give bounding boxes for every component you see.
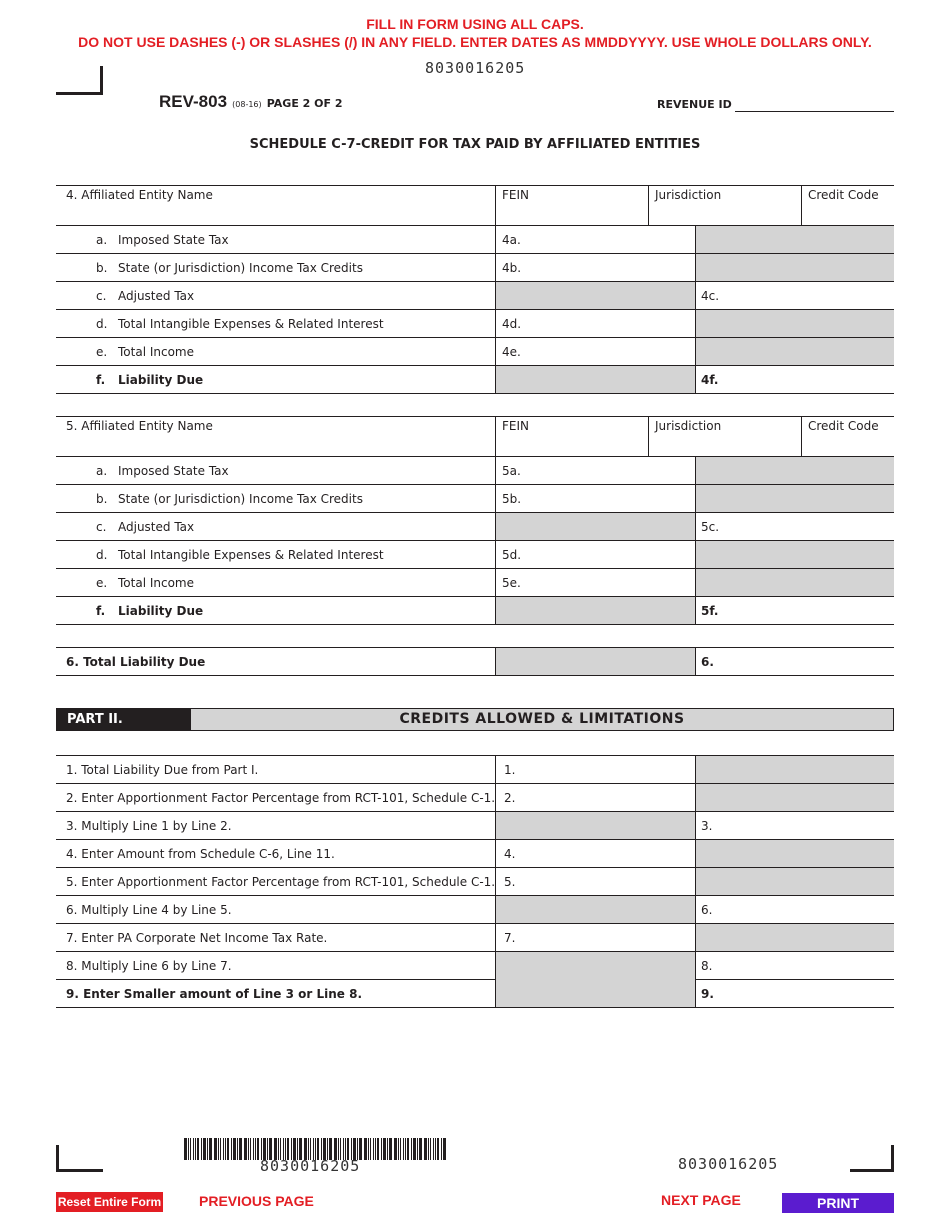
form-id-bottom: 8030016205 bbox=[678, 1155, 779, 1173]
part2-line-ref: 2. bbox=[504, 791, 516, 805]
barcode-bar bbox=[214, 1138, 217, 1160]
barcode-bar bbox=[377, 1138, 379, 1160]
instruction-format: DO NOT USE DASHES (-) OR SLASHES (/) IN ANY FIELD. ENTER DATES AS MMDDYYYY. USE WHOLE DOLLARS ONLY. bbox=[78, 34, 872, 50]
fein-input[interactable] bbox=[496, 201, 648, 225]
barcode-bar bbox=[443, 1138, 446, 1160]
barcode-bar bbox=[411, 1138, 412, 1160]
line-label: Liability Due bbox=[118, 373, 204, 387]
part2-line-2-input[interactable] bbox=[496, 784, 695, 811]
line-label: Adjusted Tax bbox=[118, 520, 195, 534]
barcode-bar bbox=[383, 1138, 386, 1160]
shaded-cell bbox=[696, 310, 894, 338]
reset-form-button[interactable]: Reset Entire Form bbox=[56, 1192, 163, 1212]
line-ref: 4a. bbox=[502, 233, 521, 247]
barcode-bar bbox=[195, 1138, 196, 1160]
line-ref: 4e. bbox=[502, 345, 521, 359]
line-letter: e. bbox=[96, 345, 108, 359]
barcode-bar bbox=[233, 1138, 236, 1160]
barcode-bar bbox=[203, 1138, 206, 1160]
line-ref: 4f. bbox=[701, 373, 719, 387]
total-liability-shaded bbox=[496, 648, 695, 675]
shaded-cell bbox=[696, 569, 894, 597]
part2-line-ref: 7. bbox=[504, 931, 516, 945]
barcode-bar bbox=[201, 1138, 202, 1160]
barcode-bar bbox=[441, 1138, 442, 1160]
line-5d-input[interactable] bbox=[496, 541, 695, 568]
barcode-bar bbox=[227, 1138, 229, 1160]
barcode-bar bbox=[231, 1138, 232, 1160]
credit-code-label: Credit Code bbox=[808, 188, 879, 202]
part2-line-label: 1. Total Liability Due from Part I. bbox=[66, 763, 259, 777]
part2-line-6-input[interactable] bbox=[696, 896, 894, 923]
line-5c-input[interactable] bbox=[696, 513, 894, 540]
barcode-bar bbox=[430, 1138, 431, 1160]
part2-line-9-input[interactable] bbox=[696, 980, 894, 1007]
line-5f-input[interactable] bbox=[696, 597, 894, 624]
jurisdiction-input[interactable] bbox=[649, 432, 801, 456]
barcode-bar bbox=[394, 1138, 397, 1160]
form-id-top: 8030016205 bbox=[425, 59, 526, 77]
line-label: Total Intangible Expenses & Related Interest bbox=[118, 317, 384, 331]
barcode-bar bbox=[244, 1138, 247, 1160]
barcode-bar bbox=[417, 1138, 418, 1160]
fein-label: FEIN bbox=[502, 188, 529, 202]
line-letter: b. bbox=[96, 492, 108, 506]
line-letter: c. bbox=[96, 520, 107, 534]
part2-title: CREDITS ALLOWED & LIMITATIONS bbox=[399, 711, 685, 727]
entity-name-label: 5. Affiliated Entity Name bbox=[66, 419, 213, 433]
line-label: State (or Jurisdiction) Income Tax Credits bbox=[118, 261, 363, 275]
total-liability-input[interactable] bbox=[696, 648, 894, 675]
barcode-bar bbox=[403, 1138, 404, 1160]
page-indicator: PAGE 2 OF 2 bbox=[266, 97, 343, 110]
part2-line-8-input[interactable] bbox=[696, 952, 894, 979]
jurisdiction-label: Jurisdiction bbox=[655, 419, 722, 433]
line-ref: 4b. bbox=[502, 261, 522, 275]
part2-line-label: 7. Enter PA Corporate Net Income Tax Rate. bbox=[66, 931, 328, 945]
corner-mark-bottom-left bbox=[56, 1145, 103, 1172]
line-label: Total Income bbox=[118, 345, 194, 359]
line-label: Imposed State Tax bbox=[118, 233, 229, 247]
part2-header bbox=[56, 708, 894, 731]
part2-tag: PART II. bbox=[57, 709, 191, 730]
barcode-bar bbox=[428, 1138, 429, 1160]
schedule-title: SCHEDULE C-7-CREDIT FOR TAX PAID BY AFFILIATED ENTITIES bbox=[249, 137, 701, 152]
line-label: Total Intangible Expenses & Related Interest bbox=[118, 548, 384, 562]
part2-line-1-input[interactable] bbox=[496, 756, 695, 783]
barcode-bar bbox=[370, 1138, 371, 1160]
line-4e-input[interactable] bbox=[496, 338, 695, 365]
credit-code-input[interactable] bbox=[802, 432, 894, 456]
revenue-id-label: REVENUE ID bbox=[657, 98, 732, 111]
shaded-cell bbox=[496, 896, 695, 924]
part2-line-ref: 1. bbox=[504, 763, 516, 777]
shaded-cell bbox=[496, 366, 695, 393]
jurisdiction-input[interactable] bbox=[649, 201, 801, 225]
line-ref: 5d. bbox=[502, 548, 522, 562]
barcode-bar bbox=[253, 1138, 254, 1160]
part2-line-ref: 5. bbox=[504, 875, 516, 889]
line-label: Total Income bbox=[118, 576, 194, 590]
print-button[interactable]: PRINT bbox=[782, 1193, 894, 1213]
shaded-cell bbox=[496, 597, 695, 624]
barcode-bar bbox=[413, 1138, 416, 1160]
total-liability-label: 6. Total Liability Due bbox=[66, 655, 206, 669]
barcode-bar bbox=[255, 1138, 256, 1160]
line-letter: a. bbox=[96, 233, 108, 247]
barcode-bar bbox=[375, 1138, 376, 1160]
part2-line-ref: 9. bbox=[701, 987, 714, 1001]
barcode-bar bbox=[419, 1138, 422, 1160]
line-ref: 5b. bbox=[502, 492, 522, 506]
part2-line-label: 5. Enter Apportionment Factor Percentage from RCT-101, Schedule C-1. bbox=[66, 875, 496, 889]
part2-line-label: 6. Multiply Line 4 by Line 5. bbox=[66, 903, 232, 917]
line-ref: 5f. bbox=[701, 604, 719, 618]
line-letter: c. bbox=[96, 289, 107, 303]
shaded-cell bbox=[696, 924, 894, 952]
shaded-cell bbox=[696, 784, 894, 812]
barcode-bar bbox=[220, 1138, 221, 1160]
line-letter: e. bbox=[96, 576, 108, 590]
barcode-bar bbox=[257, 1138, 259, 1160]
shaded-cell bbox=[696, 338, 894, 366]
line-ref: 4d. bbox=[502, 317, 522, 331]
barcode-bar bbox=[197, 1138, 199, 1160]
line-ref: 5e. bbox=[502, 576, 521, 590]
barcode-bar bbox=[193, 1138, 194, 1160]
line-letter: b. bbox=[96, 261, 108, 275]
barcode-number: 8030016205 bbox=[260, 1157, 361, 1175]
line-letter: a. bbox=[96, 464, 108, 478]
shaded-cell bbox=[496, 980, 695, 1008]
part2-line-label: 3. Multiply Line 1 by Line 2. bbox=[66, 819, 232, 833]
line-letter: d. bbox=[96, 317, 108, 331]
shaded-cell bbox=[496, 282, 695, 309]
shaded-cell bbox=[496, 952, 695, 980]
line-ref: 5a. bbox=[502, 464, 521, 478]
line-5e-input[interactable] bbox=[496, 569, 695, 596]
barcode-bar bbox=[218, 1138, 219, 1160]
barcode-bar bbox=[389, 1138, 392, 1160]
entity-name-input[interactable] bbox=[56, 432, 494, 456]
next-page-button[interactable]: NEXT PAGE bbox=[661, 1192, 741, 1208]
credit-code-label: Credit Code bbox=[808, 419, 879, 433]
credit-code-input[interactable] bbox=[802, 201, 894, 225]
barcode-bar bbox=[407, 1138, 409, 1160]
barcode-bar bbox=[188, 1138, 189, 1160]
barcode-bar bbox=[387, 1138, 388, 1160]
line-4c-input[interactable] bbox=[696, 282, 894, 309]
line-ref: 5c. bbox=[701, 520, 720, 534]
barcode-bar bbox=[405, 1138, 406, 1160]
barcode-bar bbox=[437, 1138, 439, 1160]
barcode-bar bbox=[435, 1138, 436, 1160]
barcode-bar bbox=[398, 1138, 399, 1160]
part2-line-label: 2. Enter Apportionment Factor Percentage from RCT-101, Schedule C-1. bbox=[66, 791, 496, 805]
line-5a-input[interactable] bbox=[496, 457, 695, 484]
jurisdiction-label: Jurisdiction bbox=[655, 188, 722, 202]
line-letter: f. bbox=[96, 604, 106, 618]
part2-line-3-input[interactable] bbox=[696, 812, 894, 839]
part2-line-ref: 3. bbox=[701, 819, 713, 833]
barcode-bar bbox=[400, 1138, 401, 1160]
shaded-cell bbox=[496, 812, 695, 840]
fein-input[interactable] bbox=[496, 432, 648, 456]
line-label: Adjusted Tax bbox=[118, 289, 195, 303]
part2-line-ref: 8. bbox=[701, 959, 713, 973]
shaded-cell bbox=[696, 756, 894, 784]
shaded-cell bbox=[696, 541, 894, 569]
line-4d-input[interactable] bbox=[496, 310, 695, 337]
corner-mark-top-left bbox=[56, 66, 103, 95]
barcode-bar bbox=[239, 1138, 242, 1160]
barcode-bar bbox=[184, 1138, 187, 1160]
barcode-bar bbox=[225, 1138, 226, 1160]
instruction-caps: FILL IN FORM USING ALL CAPS. bbox=[366, 16, 584, 32]
line-5b-input[interactable] bbox=[496, 485, 695, 512]
shaded-cell bbox=[696, 868, 894, 896]
part2-line-label: 9. Enter Smaller amount of Line 3 or Line 8. bbox=[66, 987, 363, 1001]
part2-line-4-input[interactable] bbox=[496, 840, 695, 867]
barcode-bar bbox=[424, 1138, 427, 1160]
part2-line-ref: 6. bbox=[701, 903, 713, 917]
corner-mark-bottom-right bbox=[850, 1145, 894, 1172]
part2-line-5-input[interactable] bbox=[496, 868, 695, 895]
barcode-bar bbox=[248, 1138, 249, 1160]
total-liability-ref: 6. bbox=[701, 655, 714, 669]
barcode-bar bbox=[250, 1138, 251, 1160]
entity-name-label: 4. Affiliated Entity Name bbox=[66, 188, 213, 202]
form-revision: (08-16) bbox=[232, 100, 262, 109]
barcode-bar bbox=[209, 1138, 212, 1160]
part2-line-7-input[interactable] bbox=[496, 924, 695, 951]
line-label: Liability Due bbox=[118, 604, 204, 618]
line-label: Imposed State Tax bbox=[118, 464, 229, 478]
shaded-cell bbox=[696, 485, 894, 513]
barcode-bar bbox=[433, 1138, 434, 1160]
fein-label: FEIN bbox=[502, 419, 529, 433]
shaded-cell bbox=[696, 254, 894, 282]
form-number: REV-803 bbox=[159, 92, 228, 111]
barcode-bar bbox=[207, 1138, 208, 1160]
barcode-bar bbox=[237, 1138, 238, 1160]
barcode-bar bbox=[223, 1138, 224, 1160]
revenue-id-field[interactable] bbox=[735, 111, 894, 112]
line-letter: d. bbox=[96, 548, 108, 562]
line-letter: f. bbox=[96, 373, 106, 387]
part2-line-label: 8. Multiply Line 6 by Line 7. bbox=[66, 959, 232, 973]
entity-name-input[interactable] bbox=[56, 201, 494, 225]
line-4a-input[interactable] bbox=[496, 226, 695, 253]
line-label: State (or Jurisdiction) Income Tax Credits bbox=[118, 492, 363, 506]
part2-line-label: 4. Enter Amount from Schedule C-6, Line 11. bbox=[66, 847, 335, 861]
barcode-bar bbox=[381, 1138, 382, 1160]
form-header bbox=[159, 92, 343, 112]
shaded-cell bbox=[496, 513, 695, 540]
line-ref: 4c. bbox=[701, 289, 720, 303]
shaded-cell bbox=[696, 226, 894, 254]
barcode-bar bbox=[364, 1138, 367, 1160]
line-4b-input[interactable] bbox=[496, 254, 695, 281]
barcode-bar bbox=[373, 1138, 374, 1160]
barcode-bar bbox=[190, 1138, 191, 1160]
part2-line-ref: 4. bbox=[504, 847, 516, 861]
shaded-cell bbox=[696, 457, 894, 485]
line-4f-input[interactable] bbox=[696, 366, 894, 393]
shaded-cell bbox=[696, 840, 894, 868]
barcode-bar bbox=[368, 1138, 369, 1160]
previous-page-button[interactable]: PREVIOUS PAGE bbox=[199, 1193, 314, 1209]
